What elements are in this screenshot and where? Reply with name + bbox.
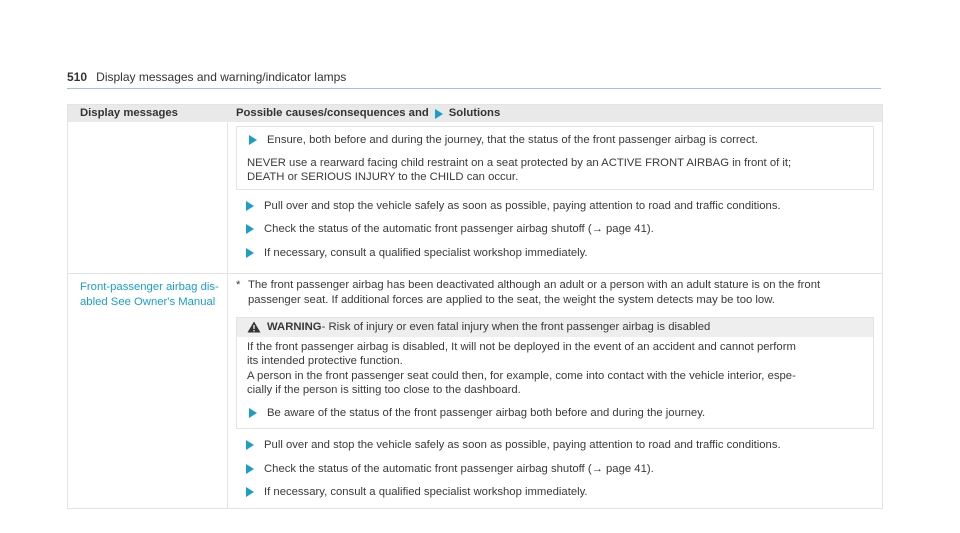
step-text: Pull over and stop the vehicle safely as soon as possible, paying attention to road and traffic conditions. — [264, 199, 781, 212]
step-item — [246, 246, 874, 261]
warning-header — [237, 318, 873, 337]
arrow-right-icon — [435, 109, 443, 119]
page-header — [67, 70, 881, 86]
step-item — [246, 222, 874, 237]
warning-box — [236, 317, 874, 429]
solution-cell — [228, 122, 882, 273]
note-line: The front passenger airbag has been deactivated although an adult or a person with an adult stature is on the front — [248, 279, 821, 291]
step-item — [246, 485, 874, 500]
step-text: Pull over and stop the vehicle safely as soon as possible, paying attention to road and traffic conditions. — [264, 439, 781, 451]
arrow-right-icon — [246, 440, 254, 450]
col2-header-text: Possible causes/consequences and — [236, 107, 429, 120]
page-number: 510 — [67, 70, 88, 84]
table-header — [68, 105, 882, 122]
page-title: Display messages and warning/indicator lamps — [96, 70, 347, 84]
step-item — [249, 133, 873, 148]
arrow-right-icon — [246, 248, 254, 258]
warning-body — [237, 340, 873, 398]
step-text: Ensure, both before and during the journey, that the status of the front passenger airbag is correct. — [267, 134, 758, 146]
step-item — [246, 462, 874, 477]
table-row — [68, 273, 882, 508]
step-item — [249, 406, 873, 421]
warning-title: WARNING — [267, 321, 322, 333]
arrow-right-icon — [246, 464, 254, 474]
step-item — [246, 199, 874, 214]
arrow-right-icon — [246, 224, 254, 234]
col2-header-solutions: Solutions — [448, 107, 501, 120]
col2-header — [228, 106, 882, 121]
warning-line: cially if the person is sitting too close to the dashboard. — [247, 384, 521, 396]
step-text: Be aware of the status of the front passenger airbag both before and during the journey. — [267, 406, 706, 419]
box-line: DEATH or SERIOUS INJURY to the CHILD can occur. — [247, 171, 519, 183]
warning-line: A person in the front passenger seat could then, for example, come into contact with the vehicle interior, espe- — [247, 369, 796, 382]
step-text: If necessary, consult a qualified specialist workshop immediately. — [264, 486, 588, 498]
message-cell — [68, 274, 228, 508]
note-line: passenger seat. If additional forces are applied to the seat, the weight the system detects may be too low. — [248, 293, 775, 306]
warning-triangle-icon — [247, 321, 261, 333]
info-box — [236, 126, 874, 190]
col1-header: Display messages — [80, 107, 178, 120]
step-text: Check the status of the automatic front passenger airbag shutoff (→ page 41). — [264, 462, 654, 475]
warning-line: its intended protective function. — [247, 355, 403, 367]
header-rule — [67, 88, 881, 89]
cause-note — [234, 278, 874, 307]
table-row — [68, 122, 882, 273]
note-mark: * — [236, 279, 241, 291]
arrow-right-icon — [246, 201, 254, 211]
warning-line: If the front passenger airbag is disabled, It will not be deployed in the event of an accident and cannot perform — [247, 340, 796, 353]
step-text: Check the status of the automatic front passenger airbag shutoff (→ page 41). — [264, 223, 654, 235]
display-message-line: Front-passenger airbag dis- — [80, 281, 219, 293]
arrow-right-icon — [249, 408, 257, 418]
arrow-right-icon — [249, 135, 257, 145]
box-text — [237, 156, 873, 185]
solution-cell — [228, 274, 882, 508]
step-text: If necessary, consult a qualified specialist workshop immediately. — [264, 246, 588, 259]
message-cell — [68, 122, 228, 273]
arrow-right-icon — [246, 487, 254, 497]
display-message-line: abled See Owner's Manual — [80, 295, 216, 308]
display-messages-table — [67, 104, 883, 509]
step-item — [246, 438, 874, 453]
box-line: NEVER use a rearward facing child restraint on a seat protected by an ACTIVE FRONT AIRBAG in front of it; — [247, 156, 792, 169]
warning-subtitle: - Risk of injury or even fatal injury when the front passenger airbag is disabled — [321, 321, 711, 333]
